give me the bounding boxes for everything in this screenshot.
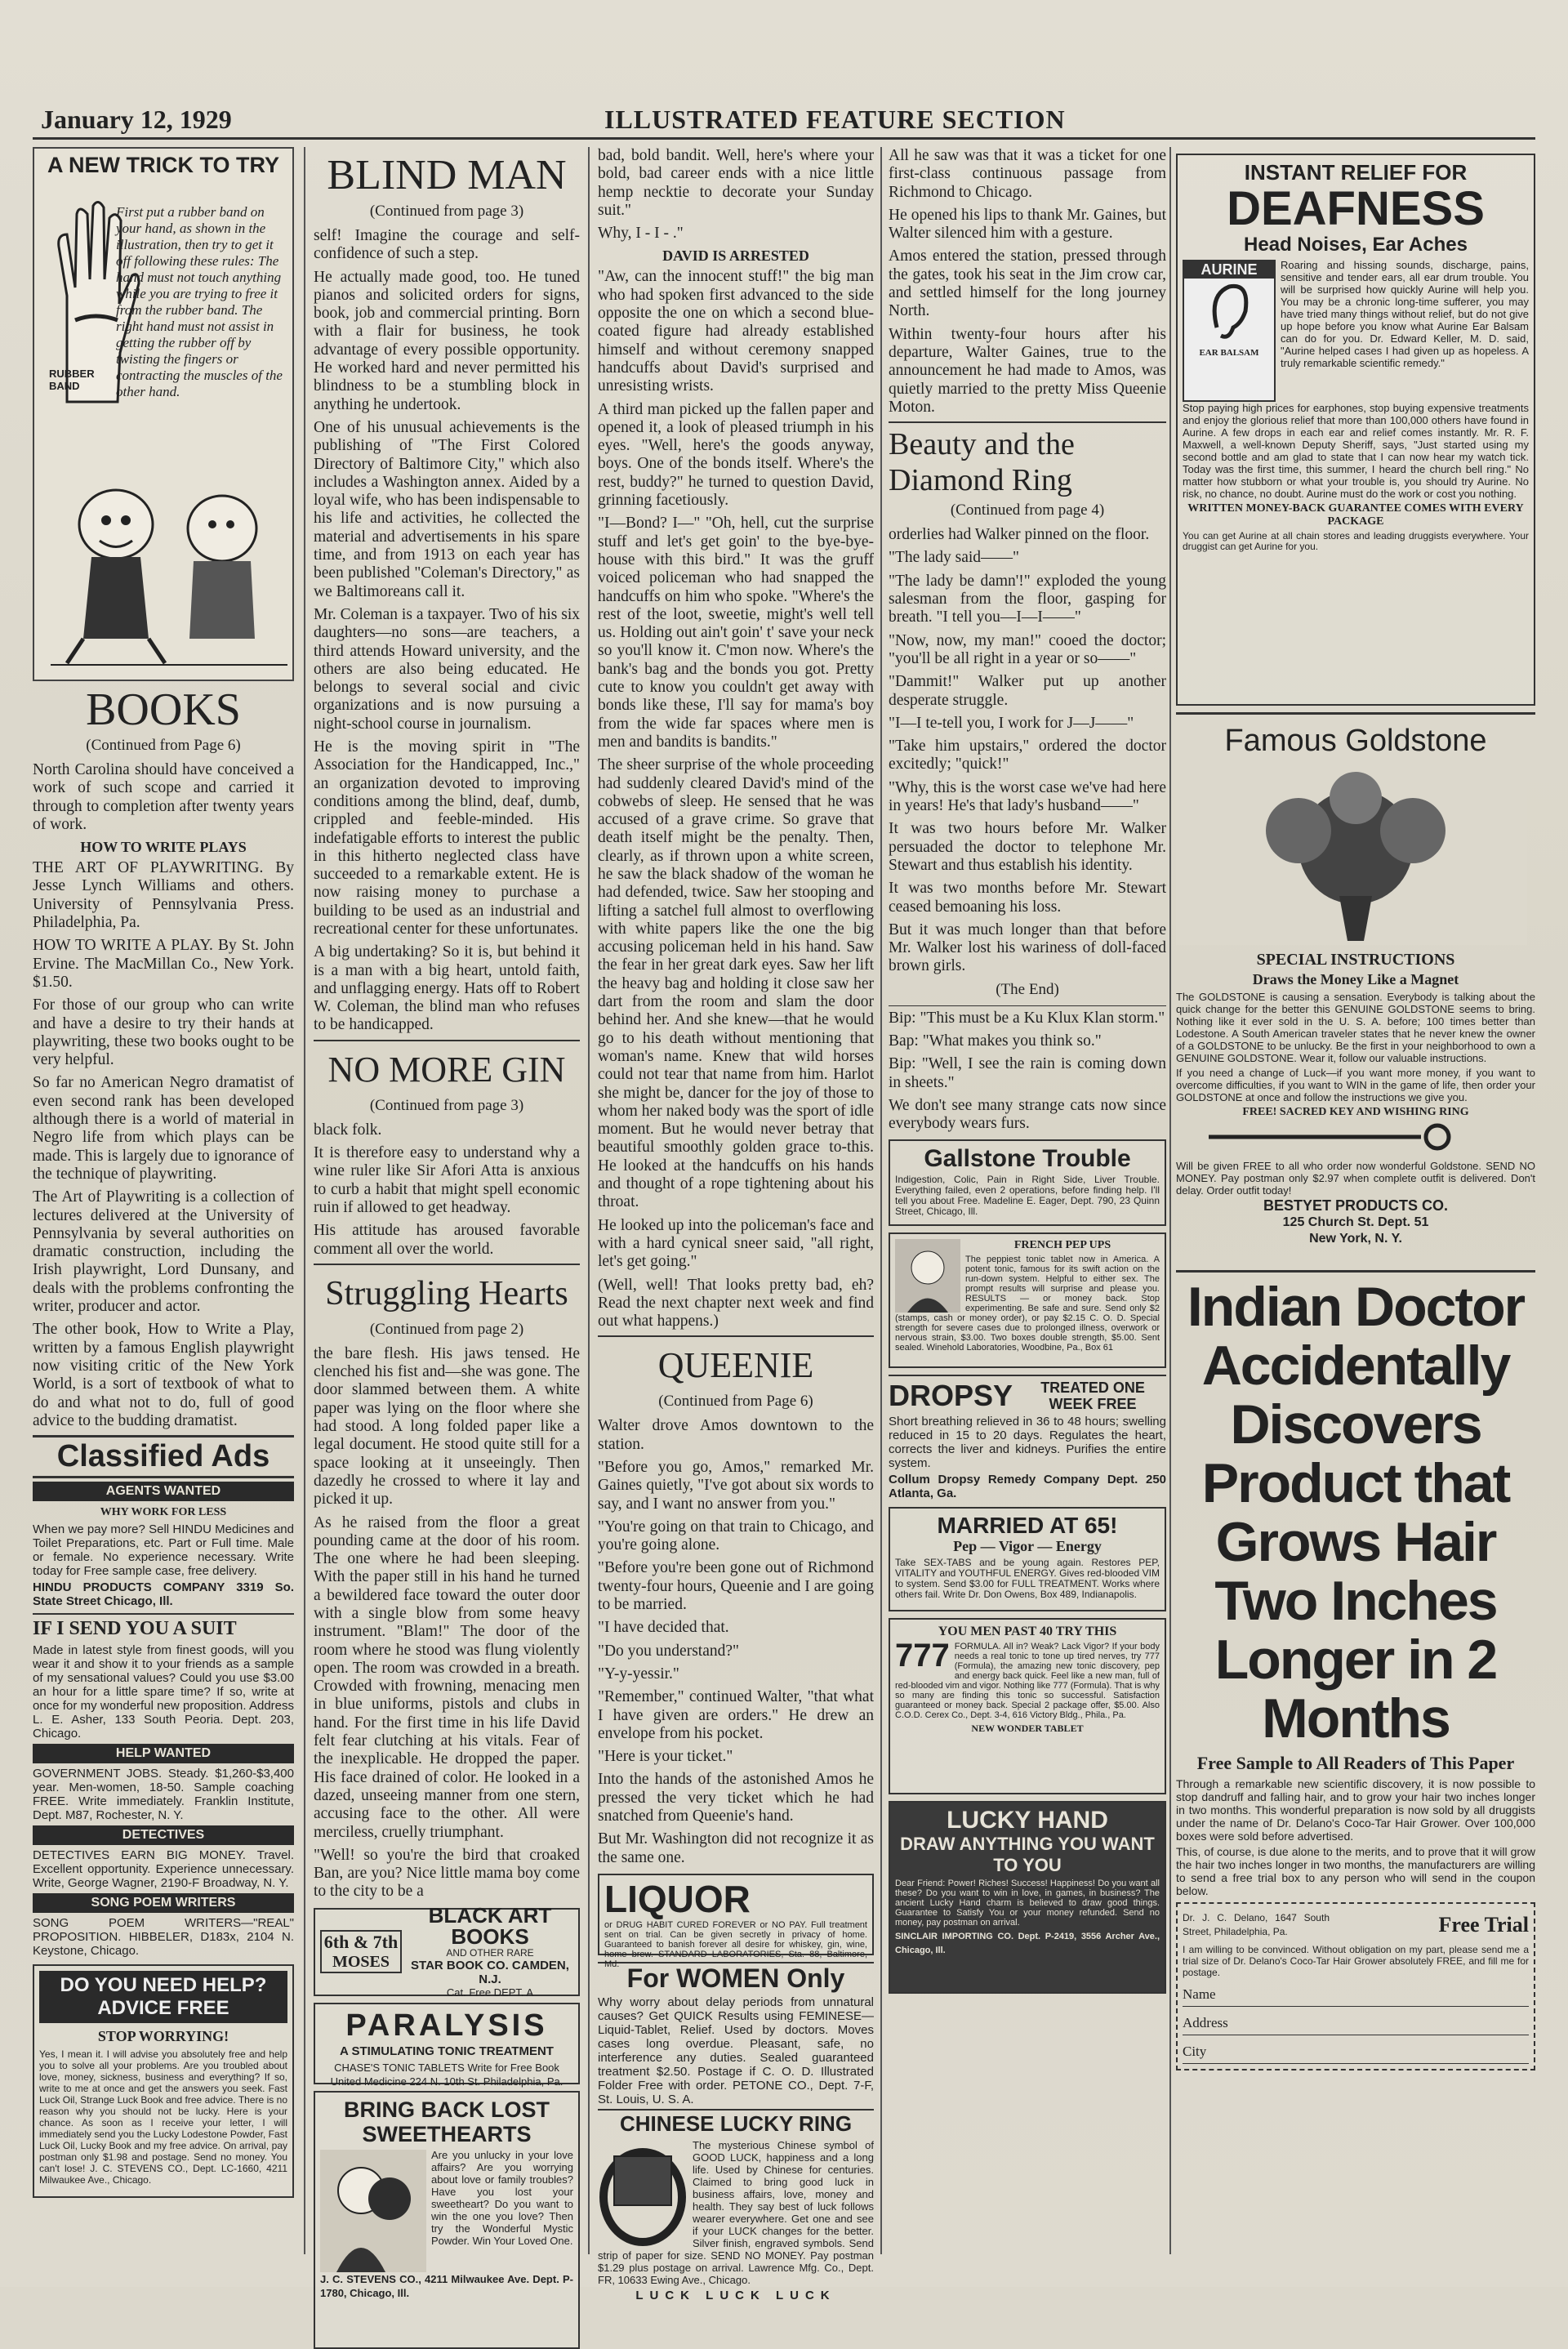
deafness-title3: Head Noises, Ear Aches (1244, 234, 1468, 256)
story-p4: A third man picked up the fallen paper and opened it, a look of pleased triumph in his eyes. "Well, here's the goods anyway, boys. One of the bonds itself. Where's the rest, buddy?" he turned to question David, grinning facetiously. (598, 400, 874, 510)
queenie-p1: Walter drove Amos downtown to the station. (598, 1417, 874, 1453)
goldstone-firm3: New York, N. Y. (1309, 1232, 1402, 1246)
queenie-cont: (Continued from Page 6) (658, 1393, 813, 1411)
books-p3: HOW TO WRITE A PLAY. By St. John Ervine. The MacMillan Co., New York. $1.50. (33, 937, 294, 991)
books-p5: So far no American Negro dramatist of even second rank has been developed although there is a world of material in Negro life from which plays can be made. This is largely due to ignorance of the technique of playwriting. (33, 1074, 294, 1183)
gallstone-ad (889, 1139, 1166, 1226)
cartoon-figures (51, 475, 287, 671)
black-art-title: BLACK ART BOOKS (428, 1903, 552, 1950)
luckyhand-firm: SINCLAIR IMPORTING CO. Dept. P-2419, 3556 Archer Ave., Chicago, Ill. (895, 1932, 1160, 1956)
past40-ad (889, 1618, 1166, 1794)
luckyhand-text: Dear Friend: Power! Riches! Success! Happiness! Do you want all these? Do you want to win in love, in games, in business? The ancient Lucky Hand charm is believed to draw good things. Guarantee to Satisfy You or your money refunded. Send no money, pay postman on arrival. (895, 1879, 1160, 1928)
gin-title: NO MORE GIN (314, 1040, 580, 1094)
gin-p3: His attitude has aroused favorable comment all over the world. (314, 1222, 580, 1258)
lost-text: Are you unlucky in your love affairs? Are you worrying about love or family troubles? Have you lost your sweetheart? Do you want to win the one you love? Then try the Wonderful Mystic Powder. Win Your Loved One. (431, 2148, 573, 2247)
queenie-p10: Into the hands of the astonished Amos he pressed the very ticket which he had snatched from Queenie's hand. (598, 1771, 874, 1825)
beauty-end: (The End) (996, 980, 1059, 998)
coupon-city-field[interactable] (1183, 2044, 1529, 2064)
books-title: BOOKS (86, 684, 241, 735)
goldstone-title: Famous Goldstone (1224, 724, 1487, 758)
indian-text1: Through a remarkable new scientific discovery, it is now possible to stop dandruff and falling hair, and to grow your hair two inches longer in two months. This wonderful preparation is now sold by all druggists under the name of Dr. Delano's Coco-Tar Hair Grower. Over 100,000 boxes were sold before advertised. (1176, 1777, 1535, 1843)
story-p3: "Aw, can the innocent stuff!" the big man who had spoken first advanced to the side opposite the one on which a second blue-coated figure had already established himself and without ceremony snapped handcuffs about David's surprised and unresisting wrists. (598, 268, 874, 395)
past40-text: FORMULA. All in? Weak? Lack Vigor? If your body needs a real tonic to tone up tired nerves, try 777 (Formula), the amazing new tonic discovery, pep and energy back quick. Feel like a new man, full of red-blooded vim and vigor. Nothing like 777 (Formula). That is why so many are finding this tonic so successful. Satisfaction guaranteed or money back. Special 2 package offer, $5.00. Also C.O.D. Cerex Co., Dept. 3-4, 616 Victory Bldg., Phila., Pa. (895, 1642, 1160, 1721)
blind-p4: Mr. Coleman is a taxpayer. Two of his six daughters—no sons—are teachers, a third attends Howard university, and the others are also being educated. He belongs to several social and civic organizations and is now pursuing a night-school course in journalism. (314, 605, 580, 733)
agents-heading: AGENTS WANTED (33, 1482, 294, 1501)
goldstone-ad (1176, 712, 1535, 1270)
dropsy-firm: Collum Dropsy Remedy Company Dept. 250 Atlanta, Ga. (889, 1473, 1166, 1501)
blind-p5: He is the moving spirit in "The Association for the Handicapped, Inc.," an organization devoted to improving conditions among the blind, deaf, dumb, crippled and feeble-minded. His indefatigable efforts to interest the public in this hitherto neglected class have succeeded to a remarkable extent. He is now raising money to purchase a building to be used as an industrial and recreational center for these unfortunates. (314, 738, 580, 938)
indian-sub: Free Sample to All Readers of This Paper (1196, 1753, 1515, 1773)
black-art-firm: STAR BOOK CO. CAMDEN, N.J. (411, 1959, 569, 1987)
black-art-moses: MOSES (332, 1953, 390, 1972)
column-5 (1176, 147, 1535, 2271)
queenie-p3: "You're going on that train to Chicago, and you're going alone. (598, 1518, 874, 1554)
queenie-p7: "Y-y-yessir." (598, 1665, 679, 1683)
coupon-name-field[interactable] (1183, 1986, 1529, 2007)
coupon-address-label: Address (1183, 2015, 1228, 2030)
black-art-sub: AND OTHER RARE (446, 1947, 534, 1959)
married-sub: Pep — Vigor — Energy (953, 1538, 1102, 1555)
beauty-p10: It was two months before Mr. Stewart ceased bemoaning his loss. (889, 880, 1166, 916)
blind-p1: self! Imagine the courage and self-confidence of such a step. (314, 227, 580, 263)
advice-title: DO YOU NEED HELP? ADVICE FREE (39, 1971, 287, 2023)
queenie-p5: "I have decided that. (598, 1619, 729, 1637)
books-cont: (Continued from Page 6) (86, 737, 241, 754)
trick-instructions: First put a rubber band on your hand, as shown in the illustration, then try to get it off following these rules: The hand must not touch anything while you are trying to free it from the rubber band. The right hand must not assist in getting the rubber off by twisting the fingers or contracting the muscles of the other hand. (116, 204, 283, 399)
beauty-p8: "Why, this is the worst case we've had here in years! He's that lady's husband——" (889, 778, 1166, 815)
ring-foot: LUCK LUCK LUCK (635, 2288, 836, 2302)
trick-illustration (33, 147, 294, 681)
indian-doctor-ad (1176, 1270, 1535, 2070)
column-rule (1169, 147, 1171, 2254)
coupon-address: Dr. J. C. Delano, 1647 South Street, Philadelphia, Pa. (1183, 1912, 1330, 1937)
books-p7: The other book, How to Write a Play, written by a famous English playwright now visiting critic of the New York World, is a sort of textbook of what to do and what not to do, full of good advice to the budding dramatist. (33, 1321, 294, 1429)
agents-sub: WHY WORK FOR LESS (100, 1506, 227, 1519)
band-label: RUBBER BAND (49, 368, 95, 392)
goldstone-text3: Will be given FREE to all who order now wonderful Goldstone. SEND NO MONEY. Pay postman only $2.97 when complete outfit is delivered. Don't delay. Order outfit today! (1176, 1160, 1535, 1197)
coupon-address-field[interactable] (1183, 2015, 1529, 2035)
books-p6: The Art of Playwriting is a collection of lectures delivered at the University of Pennsylvania by several authorities on dramatic construction, including the Irish playwright, Lord Dunsany, and deals with the problems confronting the writer, producer and actor. (33, 1188, 294, 1316)
deafness-title1: INSTANT RELIEF FOR (1244, 160, 1468, 185)
coupon-title: Free Trial (1438, 1913, 1529, 1937)
detectives-heading: DETECTIVES (33, 1825, 294, 1845)
blind-cont: (Continued from page 3) (369, 203, 524, 220)
story-p6: The sheer surprise of the whole proceeding had suddenly cleared David's mind of the cobwebs of sleep. He sensed that he was accused of a grave crime. So grave that death itself might be the penalty. Then, clearly, as if thrown upon a white screen, he saw the black shadow of the woman he had defended, twice. Saw her stooping and lifting a satchel full almost to overflowing with white papers like the one the big accusing policeman held in his hand. Saw the fear in her great dark eyes. Saw her lift the heavy bag and holding it close saw her dart from the room and slam the door behind her. And she knew—that he would go to his death without mentioning that woman's name. Knew that wild horses could not tear that name from him. Harlot she might be, dancer for the joy of those to whom her naked body was the sport of idle moment. But he would never betray that beautiful smoothly golden grace to-this. He looked at the handcuffs on his hands and thought of a rope tightening about his throat. (598, 756, 874, 1211)
column-3 (598, 147, 874, 2302)
lost-sweetheart-ad (314, 2091, 580, 2349)
indian-headline: Indian Doctor Accidentally Discovers Product that Grows Hair Two Inches Longer in 2 Months (1187, 1276, 1525, 1749)
advice-sub: STOP WORRYING! (97, 2028, 229, 2045)
queenie-p9: "Here is your ticket." (598, 1748, 733, 1766)
joke-2: Bap: "What makes you think so." (889, 1032, 1102, 1050)
paralysis-sub: A STIMULATING TONIC TREATMENT (340, 2044, 554, 2058)
queenie-p4: "Before you're been gone out of Richmond twenty-four hours, Queenie and I are going to be married. (598, 1559, 874, 1614)
married-text: Take SEX-TABS and be young again. Restores PEP, VITALITY and YOUTHFUL ENERGY. Gives red-blooded VIM to system. Send $3.00 for FULL TREATMENT. Works where others fail. Write Dr. Don Owens, Box 489, Indianapolis. (895, 1557, 1160, 1601)
pep-title: FRENCH PEP UPS (1013, 1239, 1111, 1252)
aurine-box (1183, 260, 1276, 402)
column-rule (588, 147, 590, 2254)
struggling-title: Struggling Hearts (314, 1264, 580, 1317)
aurine-box-label: AURINE (1184, 261, 1274, 279)
beauty-p6: "I—I te-tell you, I work for J—J——" (889, 714, 1134, 732)
books-p1: North Carolina should have conceived a work of such scope and carried it through to completion after twenty years of work. (33, 761, 294, 833)
struggling-p1: the bare flesh. His jaws tensed. He clenched his fist and—she was gone. The door slammed between them. A white paper was lying on the floor where she had stood. A long folded paper like a legal document. He stood quite still for a space looking at it unseeingly. Then dazedly he crossed to where it lay and picked it up. (314, 1344, 580, 1509)
pep-illustration (895, 1239, 960, 1313)
dropsy-tag: TREATED ONE WEEK FREE (1040, 1380, 1145, 1413)
past40-num: 777 (895, 1638, 950, 1674)
black-art-ad (314, 1903, 580, 1999)
deafness-ad (1176, 154, 1535, 706)
agents-text: When we pay more? Sell HINDU Medicines and Toilet Preparations, etc. Part or Full time. Male or female. No experience necessary. Write today for Free sample case, free delivery. (33, 1522, 294, 1579)
song-text: SONG POEM WRITERS—"REAL" PROPOSITION. HIBBELER, D183x, 2104 N. Keystone, Chicago. (33, 1916, 294, 1959)
coupon-text: I am willing to be convinced. Without obligation on my part, please send me a trial size of Dr. Delano's Coco-Tar Hair Grower absolutely FREE, and fill me for postage. (1183, 1944, 1529, 1978)
col4-p1: All he saw was that it was a ticket for one first-class continuous passage from Richmond to Chicago. (889, 147, 1166, 201)
col4-p4: Within twenty-four hours after his departure, Walter Gaines, true to the announcement he had made to Amos, was quietly married to the pretty Miss Queenie Moton. (889, 325, 1166, 416)
lost-firm: J. C. STEVENS CO., 4211 Milwaukee Ave. Dept. P-1780, Chicago, Ill. (320, 2272, 573, 2299)
paralysis-text: CHASE'S TONIC TABLETS Write for Free Book United Medicine 224 N. 10th St. Philadelphia, Pa. (330, 2061, 564, 2088)
joke-3: Bip: "Well, I see the rain is coming down in sheets." (889, 1055, 1166, 1091)
advice-ad (33, 1964, 294, 2198)
story-p2: Why, I - I - ." (598, 225, 684, 243)
struggling-p3: "Well! so you're the bird that croaked Ban, are you? Nice little mama boy come to the city to be a (314, 1846, 580, 1901)
trick-title: A NEW TRICK TO TRY (47, 153, 279, 177)
liquor-title: LIQUOR (604, 1877, 751, 1920)
paralysis-ad (314, 2003, 580, 2088)
beauty-p4: "Now, now, my man!" cooed the doctor; "you'll be all right in a year or so——" (889, 631, 1166, 667)
blind-p3: One of his unusual achievements is the publishing of "The First Colored Directory of Baltimore City," which also includes a Washington annex. Aided by a loyal wife, who has been indispensable to his life and activities, he collected the material and advertisements in his spare time, and from 1913 on each year has been published "Coleman's Directory," as we Baltimoreans call it. (314, 418, 580, 600)
advice-text: Yes, I mean it. I will advise you absolutely free and help you to solve all your problems. Are you troubled about love, money, sickness, business and everything? If so, write to me at once and get the answers you seek. Fast Luck Oil, Strange Luck Book and free advice. There is no reason why you should not be lucky. Here is your chance. As soon as I receive your letter, I will immediately send you the Lucky Lodestone Powder, Fast Luck Oil, Lucky Book and my free advice. On arrival, pay postman only $1.98 and postage. Send no money. You can't lose! J. C. STEVENS CO., Dept. LC-1660, 4211 Milwaukee Ave., Chicago. (39, 2048, 287, 2186)
queenie-p8: "Remember," continued Walter, "that what I have given are orders." He drew an envelope from his pocket. (598, 1688, 874, 1742)
section-title: ILLUSTRATED FEATURE SECTION (604, 105, 1066, 134)
liquor-ad (598, 1874, 874, 1969)
struggling-p2: As he raised from the floor a great pounding came at the door of his room. The one where he had been sleeping. With the paper still in his hand he turned a bewildered face toward the outer door with a single blow from some heavy instrument. "Blam!" The door of the room where he stood was flung violently open. The room was crowded in a breath. Crowded with frowning, menacing men in blue uniforms, pistols and clubs in hand. For the first time in his life David felt fear clutching at his vitals. Fear of the inexplicable. He dropped the paper. His face drained of color. He looked in a dazed, unseeing manner from one stern, accusing face to the other. All were merciless, cruelly triumphant. (314, 1513, 580, 1841)
deafness-text1: Roaring and hissing sounds, discharge, pains, sensitive and tender ears, all ear drum trouble. You will be surprised how quickly Aurine will help you. You may be a chronic long-time sufferer, you may have tried many things without relief, but do not give up hope before you know what Aurine Ear Balsam can do for you. Dr. Edward Keller, M. D. said, "Aurine helped cases I had given up as hopeless. A truly remarkable scientific remedy." (1281, 259, 1529, 369)
detectives-text: DETECTIVES EARN BIG MONEY. Travel. Excellent opportunity. Experience unnecessary. Write, George Wagner, 2190-F Broadway, N. Y. (33, 1848, 294, 1891)
coupon-name-label: Name (1183, 1986, 1216, 2002)
gin-p2: It is therefore easy to understand why a wine ruler like Sir Afori Atta is anxious to curb a habit that might spell economic ruin if allowed to get headway. (314, 1144, 580, 1216)
pep-text: The peppiest tonic tablet now in America. A potent tonic, famous for its swift action on the run-down system. Helpful to either sex. The prompt results will surprise and please you. RESULTS — or money back. Stop experimenting. Be safe and sure. Send only $2 (stamps, cash or money order), or pay $2.15 C. O. D. Special strength for severe cases due to prolonged illness, overwork or nervous strain, $3.00. Two boxes double strength, $5.00. Sent sealed. Winehold Laboratories, Woodbine, Pa., Box 61 (895, 1255, 1160, 1353)
col4-p2: He opened his lips to thank Mr. Gaines, but Walter silenced him with a gesture. (889, 206, 1166, 243)
beauty-p1: orderlies had Walker pinned on the floor. (889, 526, 1150, 544)
issue-date: January 12, 1929 (41, 105, 232, 134)
story-p8: (Well, well! That looks pretty bad, eh? Read the next chapter next week and find out what happens.) (598, 1276, 874, 1331)
deafness-guarantee: WRITTEN MONEY-BACK GUARANTEE COMES WITH EVERY PACKAGE (1187, 502, 1524, 528)
coupon-city-label: City (1183, 2044, 1207, 2059)
paralysis-title: PARALYSIS (345, 2008, 548, 2043)
goldstone-firm1: BESTYET PRODUCTS CO. (1263, 1197, 1449, 1214)
women-text: Why worry about delay periods from unnatural causes? Get QUICK Results using FEMINESE—Liquid-Tablet, Relief. Used by doctors. Moves cases long overdue. Pleasant, safe, no interference any duties. Sealed guaranteed treatment $2.50. Postage if C. O. D. Illustrated Folder Free with order. PETONE CO., Dept. 7-F, St. Louis, U. S. A. (598, 1995, 874, 2106)
joke-1: Bip: "This must be a Ku Klux Klan storm." (889, 1005, 1166, 1027)
lost-title: BRING BACK LOST SWEETHEARTS (344, 2097, 550, 2146)
queenie-p2: "Before you go, Amos," remarked Mr. Gaines quietly, "I've got about six words to say, and I want no answer from you." (598, 1459, 874, 1513)
song-heading: SONG POEM WRITERS (33, 1893, 294, 1913)
beauty-cont: (Continued from page 4) (950, 501, 1105, 519)
beauty-p11: But it was much longer than that before Mr. Walker lost his wariness of doll-faced brown girls. (889, 920, 1166, 975)
gallstone-title: Gallstone Trouble (924, 1145, 1131, 1173)
women-title: For WOMEN Only (626, 1963, 845, 1993)
goldstone-special: SPECIAL INSTRUCTIONS (1256, 951, 1455, 969)
past40-tag: NEW WONDER TABLET (971, 1723, 1084, 1735)
married-title: MARRIED AT 65! (937, 1513, 1118, 1539)
aurine-box-sub: EAR BALSAM (1199, 348, 1259, 358)
blind-p2: He actually made good, too. He tuned pianos and solicited orders for signs, book, job and commercial printing. Born with a flair for business, he took advantage of every possible opportunity. He worked hard and never permitted his blindness to be a stumbling block in anything he undertook. (314, 268, 580, 413)
deafness-text2: Stop paying high prices for earphones, stop buying expensive treatments and enjoy the glorious relief that more than 100,000 others have found in Aurine. A few drops in each ear and relief comes instantly. Mr. R. F. Maxwell, a well-known Deputy Sheriff, says, "Just started using my second bottle and am glad to state that I can now hear my watch tick. Today was the first time, this summer, I heard the church bell ring." No matter how stubborn or what your trouble is, you should try Aurine. No risk, no chance, no doubt. Aurine must do the work or cost you nothing. (1183, 402, 1529, 500)
col4-p3: Amos entered the station, pressed through the gates, took his seat in the Jim crow car, and settled himself for the long journey North. (889, 247, 1166, 320)
help-text: GOVERNMENT JOBS. Steady. $1,260-$3,400 year. Men-women, 18-50. Sample coaching FREE. Write immediately. Franklin Institute, Dept. M87, Rochester, N. Y. (33, 1767, 294, 1823)
beauty-title: Beauty and the Diamond Ring (889, 421, 1166, 498)
lucky-ring-icon (598, 2140, 688, 2246)
key-and-ring-icon (1176, 1121, 1527, 1153)
goldstone-text2: If you need a change of Luck—if you want more money, if you want to overcome difficulties, if you want to WIN in the game of life, then order your GOLDSTONE at once and follow the instructions we give you. (1176, 1067, 1535, 1103)
blind-p6: A big undertaking? So it is, but behind it is a man with a big heart, untold faith, and unflagging energy. Hats off to Robert W. Coleman, the blind man who refuses to be handicapped. (314, 943, 580, 1034)
beauty-p7: "Take him upstairs," ordered the doctor excitedly; "quick!" (889, 738, 1166, 773)
deafness-text3: You can get Aurine at all chain stores and leading druggists everywhere. Your druggist can get Aurine for you. (1183, 530, 1529, 552)
beauty-p9: It was two hours before Mr. Walker persuaded the doctor to telephone Mr. Stewart and thus establish his identity. (889, 820, 1166, 874)
story-sub: DAVID IS ARRESTED (662, 247, 809, 265)
story-p7: He looked up into the policeman's face and with a hard cynical sneer said, "all right, let's get going." (598, 1216, 874, 1271)
help-heading: HELP WANTED (33, 1744, 294, 1763)
queenie-p11: But Mr. Washington did not recognize it as the same one. (598, 1830, 874, 1866)
agents-firm: HINDU PRODUCTS COMPANY 3319 So. State Street Chicago, Ill. (33, 1580, 294, 1609)
black-art-cat: Cat. Free DEPT. A (446, 1986, 534, 1999)
masthead (33, 105, 1535, 140)
lucky-hand-ad (889, 1801, 1166, 1994)
story-p1: bad, bold bandit. Well, here's where your bold, bad career ends with a nice little hemp necktie to decorate your Sunday suit." (598, 147, 874, 219)
classified-title: Classified Ads (33, 1435, 294, 1478)
dropsy-title: DROPSY (889, 1379, 1013, 1413)
luckyhand-title: LUCKY HAND (947, 1807, 1108, 1834)
coupon[interactable] (1176, 1902, 1535, 2070)
suit-title: IF I SEND YOU A SUIT (33, 1613, 294, 1640)
goldstone-illustration (1176, 765, 1527, 945)
queenie-title: QUEENIE (598, 1335, 874, 1389)
gallstone-text: Indigestion, Colic, Pain in Right Side, Liver Trouble. Everything failed, even 2 operations, before finding help. I'll tell you about Free. Madeline E. Eager, Dept. 790, 23 Quinn Street, Chicago, Ill. (895, 1174, 1160, 1218)
books-p4: For those of our group who can write and have a desire to try their hands at playwriting, these two books ought to be very helpful. (33, 996, 294, 1069)
indian-text2: This, of course, is due alone to the merits, and to prove that it will grow the hair two inches longer in two months, the manufacturers are willing to send a free trial box to any person who will send in the coupon below. (1176, 1845, 1535, 1897)
ring-title: CHINESE LUCKY RING (619, 2111, 853, 2136)
ear-icon (1205, 279, 1254, 344)
queenie-p6: "Do you understand?" (598, 1642, 739, 1660)
books-p2: THE ART OF PLAYWRITING. By Jesse Lynch Williams and others. University of Pennsylvania Press. Philadelphia, Pa. (33, 859, 294, 932)
ring-text: The mysterious Chinese symbol of GOOD LUCK, happiness and a long life. Used by Chinese for centuries. Claimed to bring good luck in business affairs, love, money and health. They say best of luck follows wearer everywhere. Get one and see if your LUCK changes for the better. Silver finish, engraved symbols. Send strip of paper for size. SEND NO MONEY. Pay postman $1.29 plus postage on arrival. Lawrence Mfg. Co., Dept. FR, 10633 Ewing Ave., Chicago. (598, 2138, 874, 2286)
deafness-title2: DEAFNESS (1227, 182, 1485, 235)
goldstone-draws: Draws the Money Like a Magnet (1252, 971, 1459, 987)
column-1 (33, 147, 294, 2271)
column-4 (889, 147, 1166, 2271)
black-art-num: 6th & 7th (323, 1932, 399, 1953)
joke-4: We don't see many strange cats now since everybody wears furs. (889, 1096, 1166, 1133)
beauty-p5: "Dammit!" Walker put up another desperate struggle. (889, 673, 1166, 709)
luckyhand-sub: DRAW ANYTHING YOU WANT TO YOU (900, 1834, 1155, 1876)
gin-p1: black folk. (314, 1121, 382, 1139)
suit-text: Made in latest style from finest goods, will you wear it and show it to your friends as a sample of my sensational values? Could you use $3.00 an hour for a little spare time? If so, write at once for my wonderful new proposition. Address L. E. Asher, 133 South Peoria. Dept. 203, Chicago. (33, 1643, 294, 1741)
column-2 (314, 147, 580, 2299)
goldstone-text1: The GOLDSTONE is causing a sensation. Everybody is talking about the quick change for the better this GENUINE GOLDSTONE seems to bring. Nothing like it ever sold in the U. S. A. before; 100 times better than Lodestone. A South American traveler states that he never knew the owner of a GOLDSTONE to be unlucky. Be the first in your neighborhood to own a GENUINE GOLDSTONE. Wear it, follow our valuable instructions. (1176, 991, 1535, 1064)
beauty-p2: "The lady said——" (889, 549, 1019, 567)
past40-title: YOU MEN PAST 40 TRY THIS (938, 1625, 1117, 1639)
column-rule (304, 147, 305, 2254)
goldstone-free: FREE! SACRED KEY AND WISHING RING (1242, 1106, 1469, 1118)
story-p5: "I—Bond? I—" "Oh, hell, cut the surprise stuff and let's get goin' to the bye-bye-house with this bird." It was the gruff voiced policeman who had snapped the handcuffs on him who spoke. "Where's the rest of the loot, sweetie, might's well tell us. Holding out ain't goin' t' save your neck so you'll know it. C'mon now. Where's the bank's bag and the bonds you got. Pretty cute to know you couldn't get away with bonds like these, I'll say for mama's boy from the wide far spaces where men is men and bandits is bandits." (598, 515, 874, 751)
couple-illustration (320, 2150, 426, 2272)
struggling-cont: (Continued from page 2) (369, 1320, 524, 1338)
blind-title: BLIND MAN (327, 152, 567, 198)
dropsy-text: Short breathing relieved in 36 to 48 hours; swelling reduced in 15 to 20 days. Regulates the heart, corrects the liver and kidneys. Purifies the entire system. (889, 1415, 1166, 1471)
gin-cont: (Continued from page 3) (369, 1096, 524, 1114)
goldstone-firm2: 125 Church St. Dept. 51 (1282, 1215, 1429, 1229)
pep-ad (889, 1232, 1166, 1368)
column-rule (880, 147, 882, 2254)
books-sub1: HOW TO WRITE PLAYS (80, 839, 247, 856)
beauty-p3: "The lady be damn'!" exploded the young salesman from the floor, gasping for breath. "I tell you—I—I——" (889, 572, 1166, 626)
liquor-text: or DRUG HABIT CURED FOREVER or NO PAY. Full treatment sent on trial. Can be given secretly in privacy of home. Guaranteed to banish forever all desire for whiskey, gin, wine, home brew. STANDARD LABORATORIES, Sta. 88, Baltimore, Md. (604, 1919, 867, 1969)
married-ad (889, 1507, 1166, 1611)
